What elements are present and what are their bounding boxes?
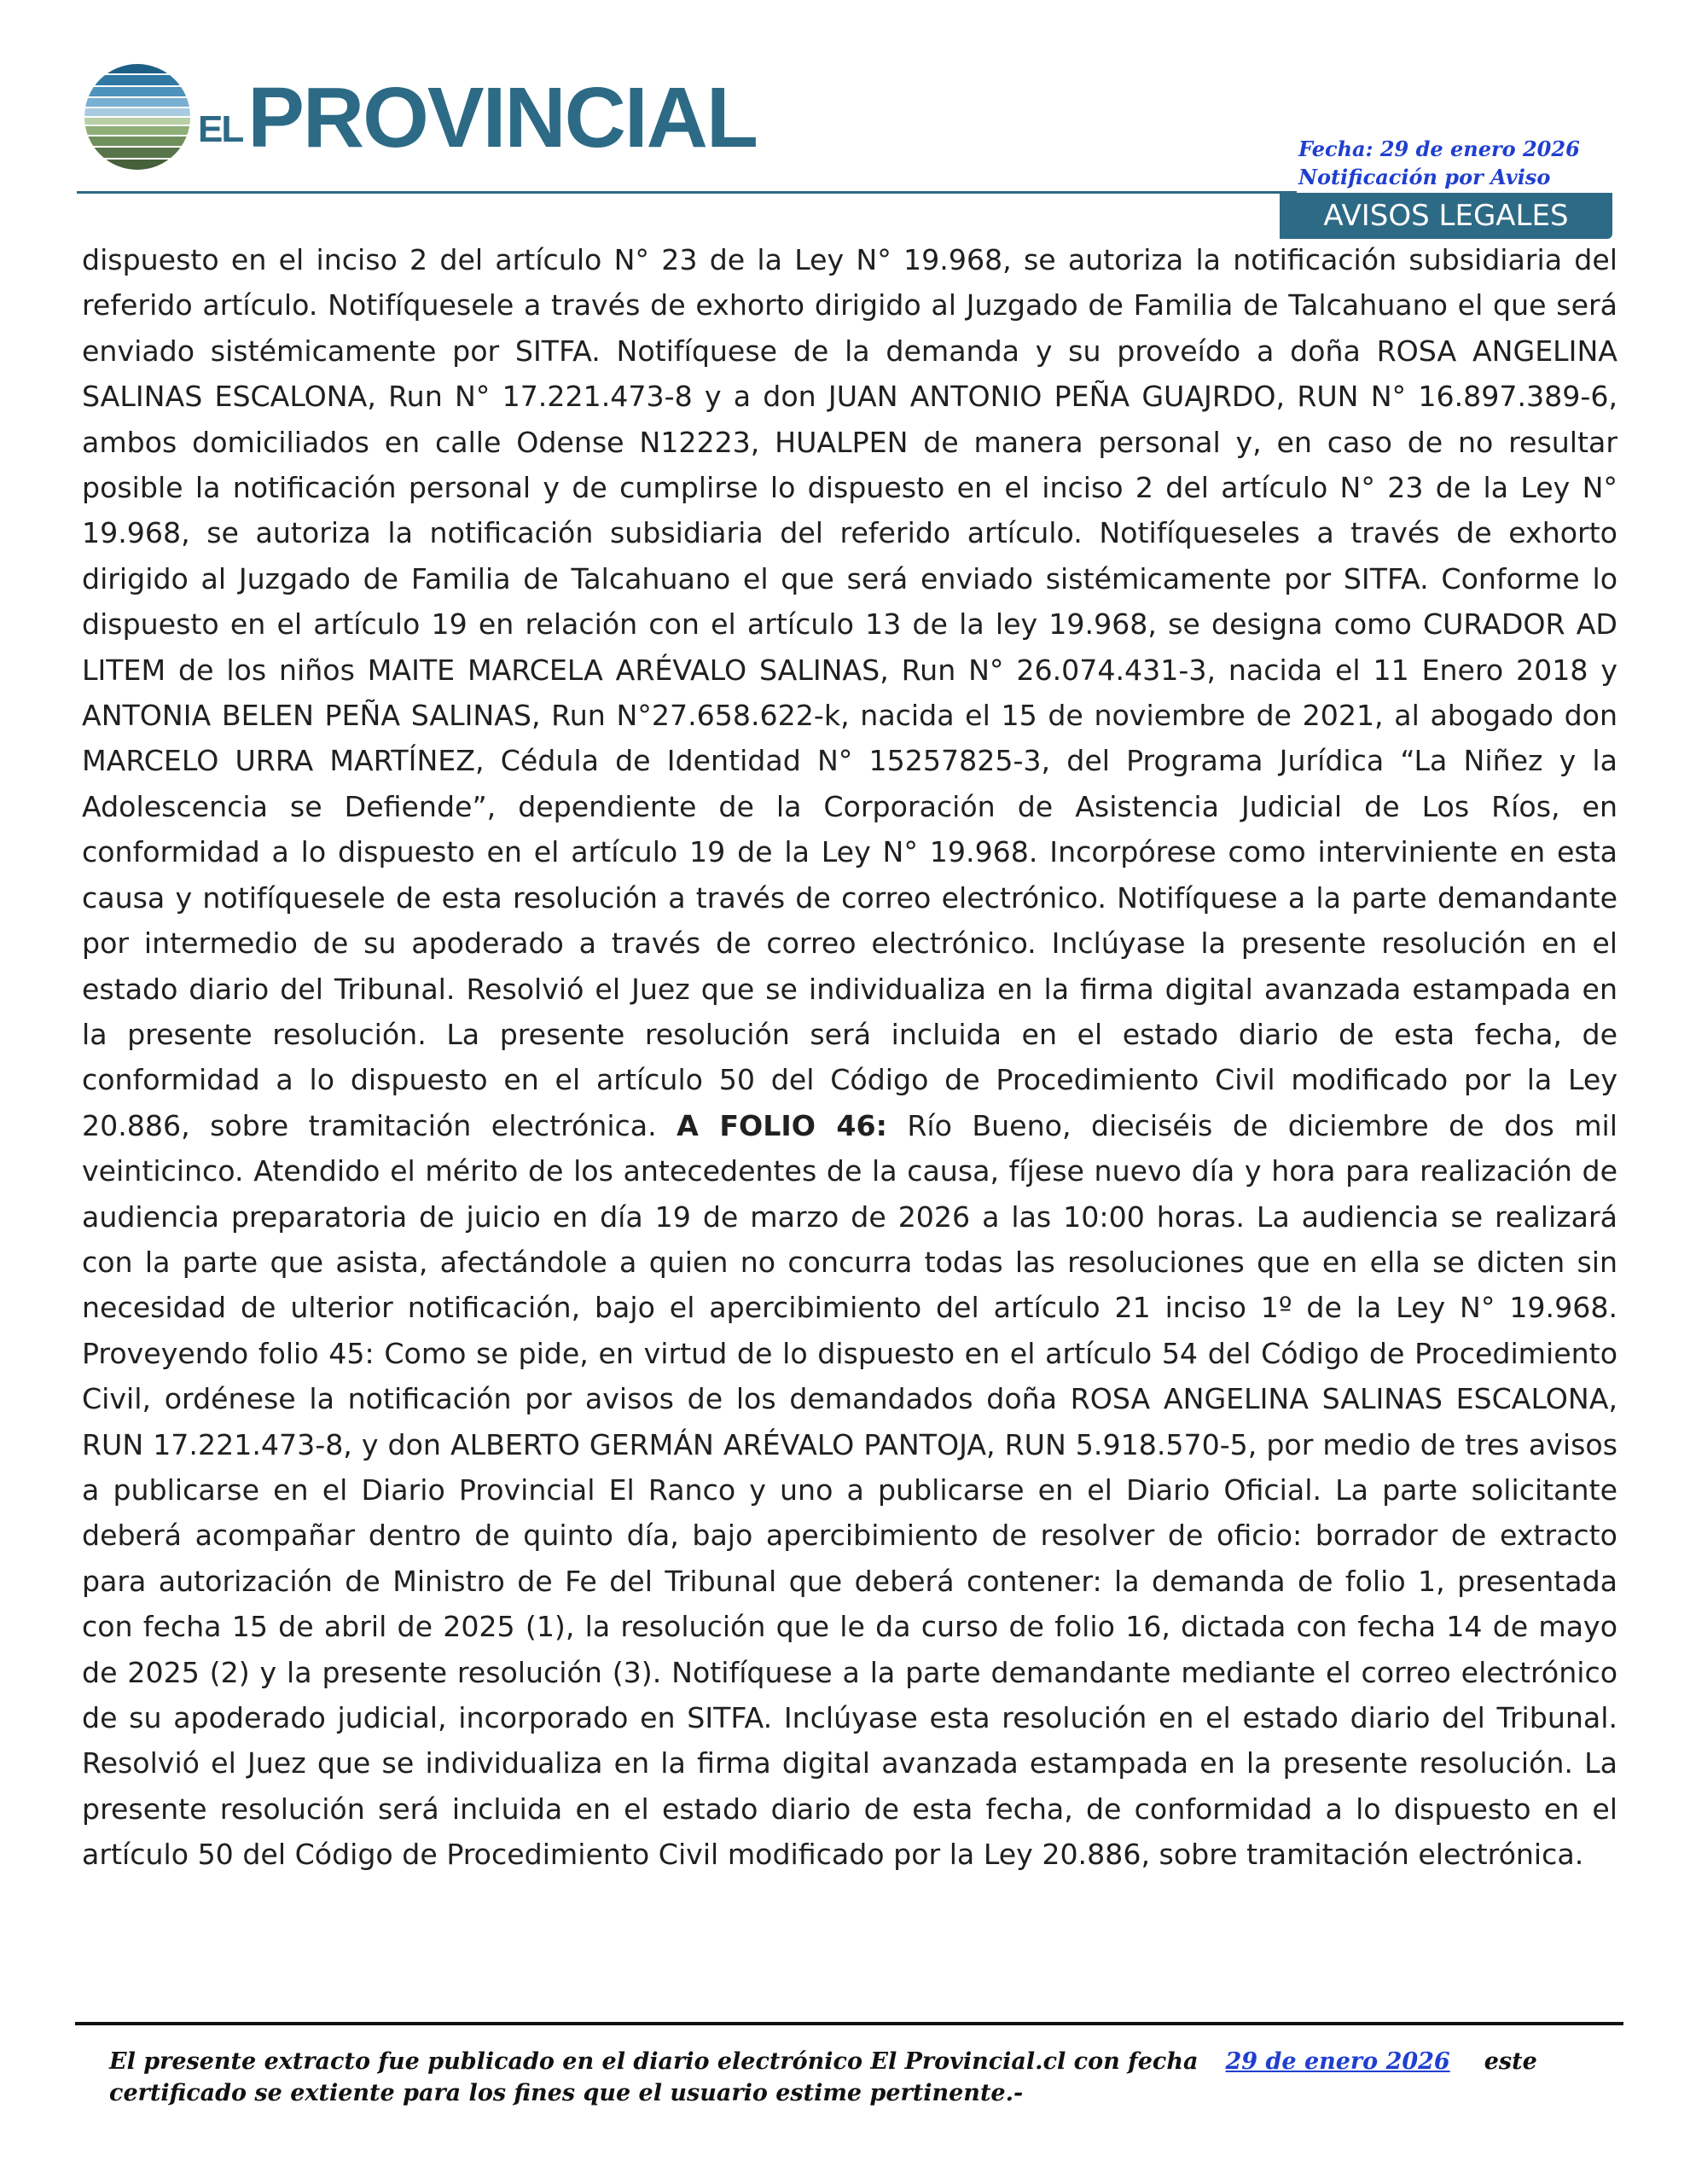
section-tab: AVISOS LEGALES bbox=[1280, 193, 1612, 239]
body-text-part-2: Río Bueno, dieciséis de diciembre de dos mil veinticinco. Atendido el mérito de los antecedentes de la causa, fíjese nuevo día y hora para realización de audiencia preparatoria de juicio en día 19 de marzo de 2026 a las 10:00 horas. La audiencia se realizará con la parte que asista, afectándole a quien no concurra todas las resoluciones que en ella se dicten sin necesidad de ulterior notificación, bajo el apercibimiento del artículo 21 inciso 1º de la Ley N° 19.968. Proveyendo folio 45: Como se pide, en virtud de lo dispuesto en el artículo 54 del Código de Procedimiento Civil, ordénese la notificación por avisos de los demandados doña ROSA ANGELINA SALINAS ESCALONA, RUN 17.221.473-8, y don ALBERTO GERMÁN ARÉVALO PANTOJA, RUN 5.918.570-5, por medio de tres avisos a publicarse en el Diario Provincial El Ranco y uno a publicarse en el Diario Oficial. La parte solicitante deberá acompañar dentro de quinto día, bajo apercibimiento de resolver de oficio: borrador de extracto para autorización de Ministro de Fe del Tribunal que deberá contener: la demanda de folio 1, presentada con fecha 15 de abril de 2025 (1), la resolución que le da curso de folio 16, dictada con fecha 14 de mayo de 2025 (2) y la presente resolución (3). Notifíquese a la parte demandante mediante el correo electrónico de su apoderado judicial, incorporado en SITFA. Inclúyase esta resolución en el estado diario del Tribunal. Resolvió el Juez que se individualiza en la firma digital avanzada estampada en la presente resolución. La presente resolución será incluida en el estado diario de esta fecha, de conformidad a lo dispuesto en el artículo 50 del Código de Procedimiento Civil modificado por la Ley 20.886, sobre tramitación electrónica. bbox=[82, 1108, 1617, 1872]
footer-line-1-start: El presente extracto fue publicado en el diario electrónico El Provincial.cl con fecha bbox=[109, 2048, 1199, 2075]
footer-divider bbox=[75, 2022, 1623, 2025]
header-meta bbox=[1298, 135, 1580, 191]
publication-date: Fecha: 29 de enero 2026 bbox=[1298, 136, 1580, 161]
folio-label: A FOLIO 46: bbox=[677, 1108, 887, 1142]
header-divider bbox=[77, 191, 1297, 194]
brand-wordmark bbox=[198, 67, 757, 166]
body-text-part-1: dispuesto en el inciso 2 del artículo N° 23 de la Ley N° 19.968, se autoriza la notificación subsidiaria del referido artículo. Notifíquesele a través de exhorto dirigido al Juzgado de Familia de Talcahuano el que será enviado sistémicamente por SITFA. Notifíquese de la demanda y su proveído a doña ROSA ANGELINA SALINAS ESCALONA, Run N° 17.221.473-8 y a don JUAN ANTONIO PEÑA GUAJRDO, RUN N° 16.897.389-6, ambos domiciliados en calle Odense N12223, HUALPEN de manera personal y, en caso de no resultar posible la notificación personal y de cumplirse lo dispuesto en el inciso 2 del artículo N° 23 de la Ley N° 19.968, se autoriza la notificación subsidiaria del referido artículo. Notifíqueseles a través de exhorto dirigido al Juzgado de Familia de Talcahuano el que será enviado sistémicamente por SITFA. Conforme lo dispuesto en el artículo 19 en relación con el artículo 13 de la ley 19.968, se designa como CURADOR AD LITEM de los niños MAITE MARCELA ARÉVALO SALINAS, Run N° 26.074.431-3, nacida el 11 Enero 2018 y ANTONIA BELEN PEÑA SALINAS, Run N°27.658.622-k, nacida el 15 de noviembre de 2021, al abogado don MARCELO URRA MARTÍNEZ, Cédula de Identidad N° 15257825-3, del Programa Jurídica “La Niñez y la Adolescencia se Defiende”, dependiente de la Corporación de Asistencia Judicial de Los Ríos, en conformidad a lo dispuesto en el artículo 19 de la Ley N° 19.968. Incorpórese como interviniente en esta causa y notifíquesele de esta resolución a través de correo electrónico. Notifíquese a la parte demandante por intermedio de su apoderado a través de correo electrónico. Inclúyase la presente resolución en el estado diario del Tribunal. Resolvió el Juez que se individualiza en la firma digital avanzada estampada en la presente resolución. La presente resolución será incluida en el estado diario de esta fecha, de conformidad a lo dispuesto en el artículo 50 del Código de Procedimiento Civil modificado por la Ley 20.886, sobre tramitación electrónica. bbox=[82, 243, 1617, 1142]
brand-prefix: EL bbox=[198, 108, 243, 150]
footer-line-2: certificado se extiente para los fines que el usuario estime pertinente.- bbox=[109, 2080, 1024, 2106]
globe-logo-icon bbox=[82, 61, 193, 172]
notice-type: Notificación por Aviso bbox=[1298, 165, 1551, 189]
footer-line-1-end: este bbox=[1484, 2048, 1537, 2075]
page-header bbox=[0, 0, 1690, 233]
footer-certificate bbox=[109, 2046, 1619, 2109]
brand-name: PROVINCIAL bbox=[247, 70, 757, 166]
footer-publication-date: 29 de enero 2026 bbox=[1225, 2048, 1450, 2075]
notice-body bbox=[82, 237, 1617, 1878]
